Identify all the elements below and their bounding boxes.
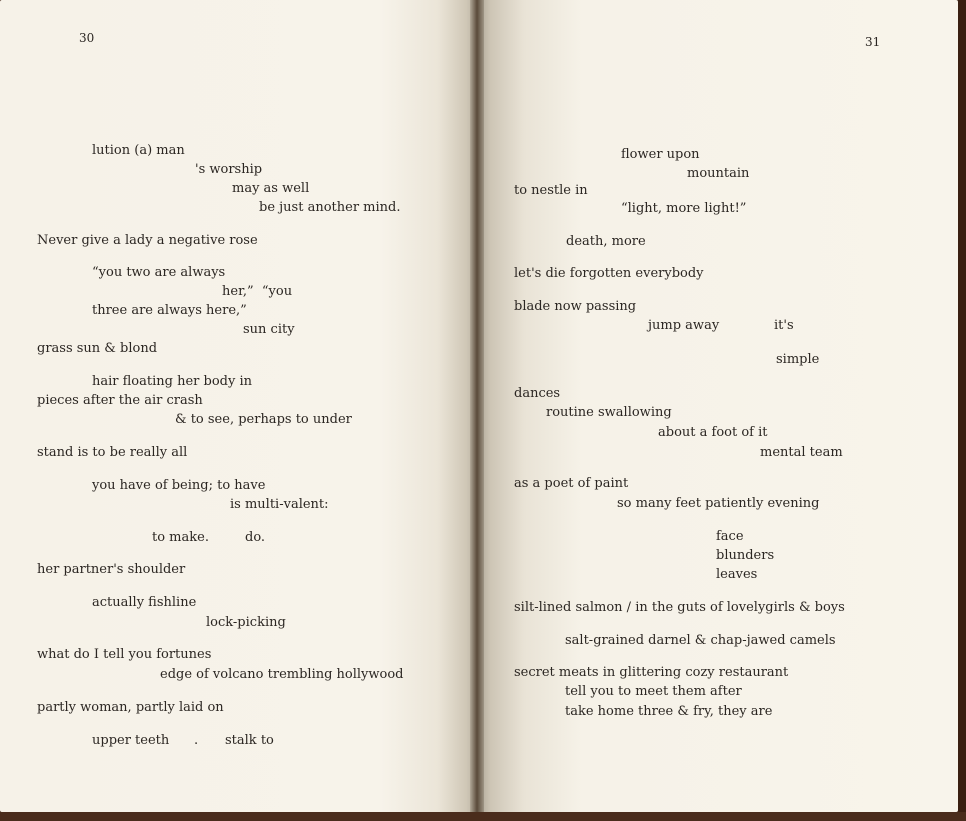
poem-line: mountain <box>687 166 750 181</box>
poem-line: flower upon <box>621 147 700 162</box>
poem-line: dances <box>514 386 561 401</box>
poem-line: about a foot of it <box>658 425 768 440</box>
poem-line: 's worship <box>195 162 263 177</box>
poem-line: face <box>716 529 744 544</box>
poem-line: her,” “you <box>222 284 293 299</box>
poem-line: is multi-valent: <box>230 497 329 512</box>
poem-line: to nestle in <box>514 183 588 198</box>
poem-line: “you two are always <box>92 265 226 280</box>
poem-line: . <box>194 733 199 748</box>
poem-line: blunders <box>716 548 775 563</box>
poem-line: you have of being; to have <box>92 478 266 493</box>
poem-line: may as well <box>232 181 310 196</box>
bottom-edge <box>0 812 966 821</box>
poem-line: Never give a lady a negative rose <box>37 233 258 248</box>
poem-line: lution (a) man <box>92 143 185 158</box>
poem-line: be just another mind. <box>259 200 401 215</box>
poem-line: edge of volcano trembling hollywood <box>160 667 404 682</box>
poem-line: what do I tell you fortunes <box>37 647 212 662</box>
poem-line: grass sun & blond <box>37 341 158 356</box>
poem-line: leaves <box>716 567 758 582</box>
poem-line: salt-grained darnel & chap-jawed camels <box>565 633 836 648</box>
book-gutter <box>470 0 484 812</box>
poem-line: stalk to <box>225 733 274 748</box>
right-edge <box>958 0 966 821</box>
poem-line: do. <box>245 530 266 545</box>
poem-line: routine swallowing <box>546 405 672 420</box>
poem-line: it's <box>774 318 794 333</box>
poem-line: “light, more light!” <box>621 201 747 216</box>
poem-line: pieces after the air crash <box>37 393 203 408</box>
poem-line: secret meats in glittering cozy restaurant <box>514 665 789 680</box>
poem-line: sun city <box>243 322 295 337</box>
poem-line: to make. <box>152 530 209 545</box>
poem-line: her partner's shoulder <box>37 562 186 577</box>
left-page <box>0 0 476 812</box>
page-number-left: 30 <box>79 31 95 45</box>
poem-line: upper teeth <box>92 733 170 748</box>
poem-line: stand is to be really all <box>37 445 188 460</box>
right-page <box>476 0 958 812</box>
poem-line: as a poet of paint <box>514 476 629 491</box>
poem-line: simple <box>776 352 820 367</box>
poem-line: take home three & fry, they are <box>565 704 773 719</box>
poem-line: mental team <box>760 445 843 460</box>
poem-line: silt-lined salmon / in the guts of lovelygirls & boys <box>514 600 845 615</box>
poem-line: death, more <box>566 234 646 249</box>
poem-line: actually fishline <box>92 595 197 610</box>
page-number-right: 31 <box>865 35 881 49</box>
poem-line: let's die forgotten everybody <box>514 266 704 281</box>
poem-line: three are always here,” <box>92 303 247 318</box>
poem-line: jump away <box>648 318 720 333</box>
poem-line: tell you to meet them after <box>565 684 742 699</box>
poem-line: lock-picking <box>206 615 286 630</box>
poem-line: hair floating her body in <box>92 374 252 389</box>
poem-line: partly woman, partly laid on <box>37 700 224 715</box>
poem-line: so many feet patiently evening <box>617 496 820 511</box>
poem-line: & to see, perhaps to under <box>175 412 352 427</box>
poem-line: blade now passing <box>514 299 637 314</box>
